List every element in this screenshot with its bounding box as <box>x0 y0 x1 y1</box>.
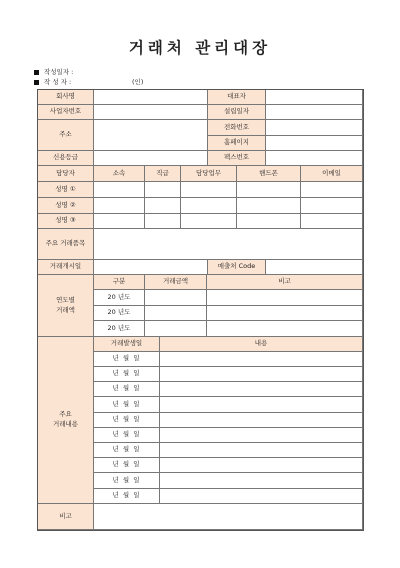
address-label: 주소 <box>38 120 94 151</box>
contact-2-email[interactable] <box>301 198 363 214</box>
homepage-label: 홈페이지 <box>208 136 266 151</box>
address-field[interactable] <box>94 120 208 151</box>
est-date-field[interactable] <box>266 105 363 120</box>
ceo-field[interactable] <box>266 90 363 105</box>
tx-row-7-content[interactable] <box>160 443 363 458</box>
fax-field[interactable] <box>266 151 363 166</box>
dept-header: 소속 <box>94 166 145 182</box>
tx-row-4-content[interactable] <box>160 397 363 413</box>
year-row-1-note[interactable] <box>207 290 363 306</box>
contact-1-position[interactable] <box>145 182 181 198</box>
tx-row-9-content[interactable] <box>160 473 363 489</box>
tx-row-3-date[interactable]: 년 월 일 <box>94 382 160 397</box>
tx-row-4-date[interactable]: 년 월 일 <box>94 397 160 413</box>
ledger-table <box>37 89 364 531</box>
remarks-label: 비고 <box>38 504 94 530</box>
main-transactions-label <box>38 337 94 504</box>
writer-label: 작 성 자 : <box>44 78 72 86</box>
tx-row-5-content[interactable] <box>160 413 363 428</box>
division-header: 구분 <box>94 275 145 290</box>
tx-row-10-date[interactable]: 년 월 일 <box>94 489 160 504</box>
contact-1-dept[interactable] <box>94 182 145 198</box>
sales-code-field[interactable] <box>266 260 363 275</box>
company-field[interactable] <box>94 90 208 105</box>
company-label: 회사명 <box>38 90 94 105</box>
contact-2-mobile[interactable] <box>237 198 301 214</box>
contact-2-dept[interactable] <box>94 198 145 214</box>
yearly-label-line2: 거래액 <box>56 305 75 314</box>
ceo-label: 대표자 <box>208 90 266 105</box>
duty-header: 담당업무 <box>181 166 237 182</box>
est-date-label: 설립일자 <box>208 105 266 120</box>
main-items-label: 주요 거래품목 <box>38 229 94 260</box>
year-row-3-amount[interactable] <box>145 321 207 337</box>
contact-3-email[interactable] <box>301 214 363 229</box>
contact-1-mobile[interactable] <box>237 182 301 198</box>
note-header: 비고 <box>207 275 363 290</box>
writer-line <box>34 77 144 86</box>
year-row-2-note[interactable] <box>207 306 363 321</box>
biz-no-label: 사업자번호 <box>38 105 94 120</box>
year-row-2-label: 20 년도 <box>94 306 145 321</box>
tx-row-8-content[interactable] <box>160 458 363 473</box>
tx-row-10-content[interactable] <box>160 489 363 504</box>
contact-1-email[interactable] <box>301 182 363 198</box>
amount-header: 거래금액 <box>145 275 207 290</box>
phone-label: 전화번호 <box>208 120 266 136</box>
year-row-3-label: 20 년도 <box>94 321 145 337</box>
start-date-label: 거래개시일 <box>38 260 94 275</box>
tx-row-8-date[interactable]: 년 월 일 <box>94 458 160 473</box>
occur-date-header: 거래발생일 <box>94 337 160 352</box>
year-row-2-amount[interactable] <box>145 306 207 321</box>
remarks-field[interactable] <box>94 504 363 530</box>
contact-3-dept[interactable] <box>94 214 145 229</box>
bullet-square-icon <box>34 80 39 85</box>
start-date-field[interactable] <box>94 260 208 275</box>
year-row-3-note[interactable] <box>207 321 363 337</box>
content-header: 내용 <box>160 337 363 352</box>
yearly-amount-label <box>38 275 94 337</box>
author-date-line <box>34 67 73 76</box>
credit-label: 신용등급 <box>38 151 94 166</box>
tx-row-2-date[interactable]: 년 월 일 <box>94 367 160 382</box>
tx-row-1-date[interactable]: 년 월 일 <box>94 352 160 367</box>
contact-2-position[interactable] <box>145 198 181 214</box>
phone-field[interactable] <box>266 120 363 136</box>
fax-label: 팩스번호 <box>208 151 266 166</box>
bullet-square-icon <box>34 70 39 75</box>
year-row-1-label: 20 년도 <box>94 290 145 306</box>
tx-row-6-content[interactable] <box>160 428 363 443</box>
contact-name-1-label: 성명 ① <box>38 182 94 198</box>
contact-2-duty[interactable] <box>181 198 237 214</box>
contact-3-position[interactable] <box>145 214 181 229</box>
biz-no-field[interactable] <box>94 105 208 120</box>
tx-row-1-content[interactable] <box>160 352 363 367</box>
email-header: 이메일 <box>301 166 363 182</box>
tx-row-3-content[interactable] <box>160 382 363 397</box>
contact-name-3-label: 성명 ③ <box>38 214 94 229</box>
page-title: 거래처 관리대장 <box>128 39 272 57</box>
year-row-1-amount[interactable] <box>145 290 207 306</box>
tx-row-5-date[interactable]: 년 월 일 <box>94 413 160 428</box>
position-header: 직급 <box>145 166 181 182</box>
contact-3-duty[interactable] <box>181 214 237 229</box>
mobile-header: 핸드폰 <box>237 166 301 182</box>
contact-1-duty[interactable] <box>181 182 237 198</box>
yearly-label-line1: 연도별 <box>56 295 75 304</box>
tx-row-2-content[interactable] <box>160 367 363 382</box>
author-date-label: 작성일자 : <box>44 68 74 76</box>
contact-3-mobile[interactable] <box>237 214 301 229</box>
contact-label: 담당자 <box>38 166 94 182</box>
tx-row-6-date[interactable]: 년 월 일 <box>94 428 160 443</box>
tx-row-9-date[interactable]: 년 월 일 <box>94 473 160 489</box>
main-tx-label-line2: 거래내용 <box>52 420 79 428</box>
main-items-field[interactable] <box>94 229 363 260</box>
credit-field[interactable] <box>94 151 208 166</box>
sales-code-label: 매출처 Code <box>208 260 266 275</box>
tx-row-7-date[interactable]: 년 월 일 <box>94 443 160 458</box>
main-tx-label-line1: 주요 <box>59 410 72 419</box>
homepage-field[interactable] <box>266 136 363 151</box>
contact-name-2-label: 성명 ② <box>38 198 94 214</box>
seal-label: (인) <box>132 78 144 86</box>
